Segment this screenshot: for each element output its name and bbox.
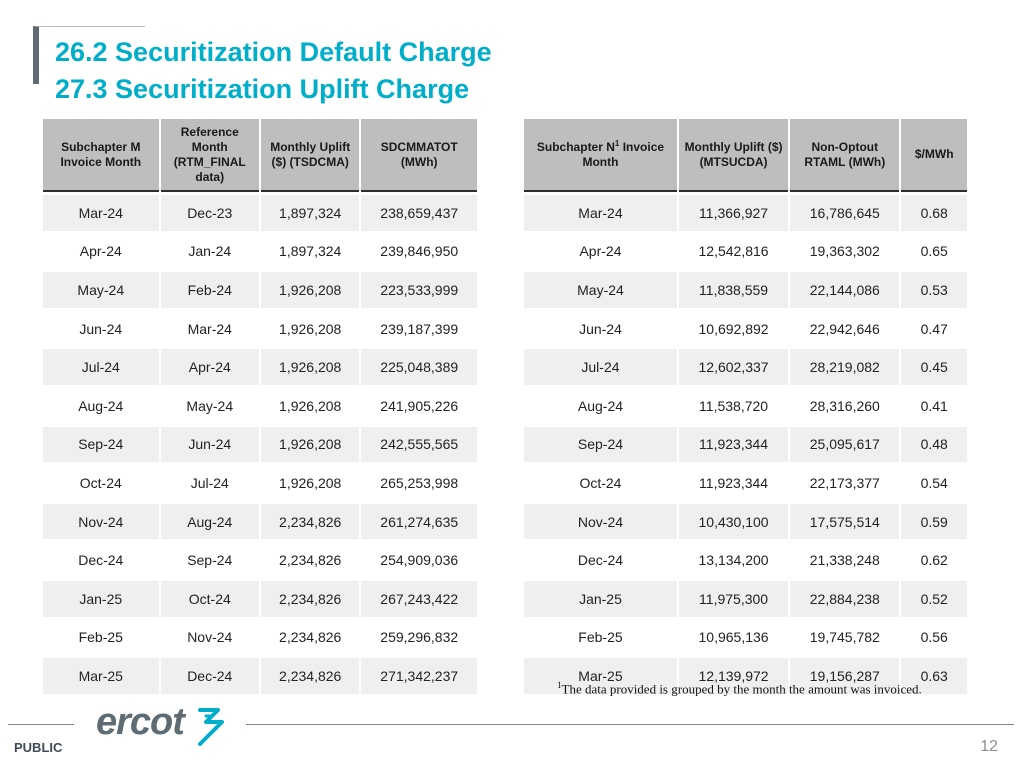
table-cell: 11,923,344 [679, 427, 788, 463]
table-row [524, 272, 967, 308]
table-cell: 239,846,950 [380, 243, 459, 260]
table-cell: 1,897,324 [261, 195, 359, 231]
table-cell: 2,234,826 [261, 581, 359, 617]
table-cell: Feb-25 [78, 629, 123, 646]
table-cell: May-24 [43, 272, 159, 308]
table-cell: 22,884,238 [790, 581, 899, 617]
table-cell: 239,187,399 [380, 320, 459, 337]
table-cell: 21,338,248 [809, 552, 880, 569]
table-row [43, 349, 477, 385]
table-cell: 16,786,645 [790, 195, 899, 231]
column-header [524, 119, 677, 192]
table-row [524, 311, 967, 347]
table-cell: 0.63 [901, 658, 967, 694]
table-cell: Nov-24 [187, 629, 233, 646]
table-cell: 11,975,300 [679, 581, 788, 617]
table-row [524, 581, 967, 617]
column-header: SDCMMATOT (MWh) [361, 119, 477, 192]
footer-divider-right [246, 724, 1014, 725]
footnote-marker: 1 [614, 138, 620, 148]
table-cell: 242,555,565 [361, 427, 477, 463]
table-cell: 0.48 [901, 427, 967, 463]
subchapter-n-table-body [524, 192, 967, 697]
table-cell: Sep-24 [187, 552, 233, 569]
column-header: Monthly Uplift ($) (TSDCMA) [261, 119, 359, 192]
table-cell: Nov-24 [524, 504, 677, 540]
table-cell: Oct-24 [79, 474, 122, 491]
table-header-row [43, 119, 477, 192]
table-cell: Dec-23 [161, 195, 259, 231]
table-cell: 11,838,559 [679, 272, 788, 308]
table-cell: Dec-24 [577, 552, 624, 569]
table-cell: 261,274,635 [361, 504, 477, 540]
table-cell: 22,144,086 [790, 272, 899, 308]
table-row [524, 427, 967, 463]
subchapter-m-table-body [43, 192, 477, 694]
table-cell: 11,538,720 [699, 397, 769, 414]
table-cell: Mar-25 [524, 658, 677, 694]
table-cell: Apr-24 [161, 349, 259, 385]
lightning-icon [200, 710, 222, 744]
table-cell: Aug-24 [577, 397, 624, 414]
table-cell: 0.56 [920, 629, 948, 646]
table-cell: 1,897,324 [279, 243, 342, 260]
table-row [524, 504, 967, 540]
table-cell: 2,234,826 [261, 658, 359, 694]
table-cell: 0.59 [901, 504, 967, 540]
footer-divider-left [8, 724, 74, 725]
table-cell: Jan-24 [188, 243, 232, 260]
table-cell: Jun-24 [579, 320, 622, 337]
table-row [43, 620, 477, 656]
table-row [43, 465, 477, 501]
table-cell: 0.41 [920, 397, 948, 414]
table-cell: 22,173,377 [809, 474, 880, 491]
table-cell: 10,692,892 [698, 320, 769, 337]
table-row [524, 620, 967, 656]
table-cell: Jul-24 [190, 474, 229, 491]
table-row [43, 581, 477, 617]
table-cell: 241,905,226 [380, 397, 459, 414]
table-cell: Apr-24 [79, 243, 122, 260]
table-cell: 225,048,389 [361, 349, 477, 385]
table-cell: 11,923,344 [699, 474, 769, 491]
table-row [43, 658, 477, 694]
table-cell: 10,430,100 [679, 504, 788, 540]
column-header-text: Invoice Month [582, 139, 665, 169]
table-cell: 22,942,646 [809, 320, 880, 337]
table-cell: 19,156,287 [790, 658, 899, 694]
table-cell: 10,965,136 [698, 629, 769, 646]
column-header: Subchapter M Invoice Month [43, 119, 159, 192]
table-cell: Jul-24 [43, 349, 159, 385]
table-cell: 1,926,208 [279, 320, 342, 337]
table-cell: Nov-24 [43, 504, 159, 540]
table-row [524, 465, 967, 501]
table-cell: 0.54 [920, 474, 948, 491]
footnote-marker: 1 [557, 680, 562, 690]
table-cell: Mar-24 [524, 195, 677, 231]
table-cell: 259,296,832 [380, 629, 459, 646]
title-line-2: 27.3 Securitization Uplift Charge [55, 74, 470, 104]
table-cell: 28,219,082 [790, 349, 899, 385]
table-cell: 0.52 [901, 581, 967, 617]
table-row [43, 195, 477, 231]
table-header-row [524, 119, 967, 192]
table-cell: Dec-24 [78, 552, 124, 569]
table-cell: 1,926,208 [261, 349, 359, 385]
table-row [43, 272, 477, 308]
table-cell: 1,926,208 [261, 272, 359, 308]
table-cell: 267,243,422 [361, 581, 477, 617]
table-cell: Oct-24 [161, 581, 259, 617]
table-cell: Dec-24 [161, 658, 259, 694]
table-cell: Sep-24 [524, 427, 677, 463]
table-row [43, 427, 477, 463]
column-header: Reference Month (RTM_FINAL data) [161, 119, 259, 192]
table-cell: 0.65 [920, 243, 948, 260]
table-cell: Feb-25 [578, 629, 623, 646]
table-cell: Jun-24 [79, 320, 123, 337]
table-cell: 25,095,617 [790, 427, 899, 463]
table-cell: Aug-24 [161, 504, 259, 540]
table-cell: 1,926,208 [279, 397, 342, 414]
classification-label: PUBLIC [14, 740, 63, 755]
table-cell: 2,234,826 [261, 504, 359, 540]
footnote [557, 680, 922, 697]
table-cell: 19,745,782 [809, 629, 880, 646]
table-cell: May-24 [524, 272, 677, 308]
table-cell: 0.68 [901, 195, 967, 231]
table-cell: 12,139,972 [679, 658, 788, 694]
table-row [524, 349, 967, 385]
table-row [524, 388, 967, 424]
column-header: Non-Optout RTAML (MWh) [790, 119, 899, 192]
table-cell: Mar-24 [187, 320, 232, 337]
table-cell: 0.62 [920, 552, 948, 569]
table-row [43, 542, 477, 578]
table-cell: 28,316,260 [809, 397, 880, 414]
table-row [524, 195, 967, 231]
table-cell: Mar-25 [43, 658, 159, 694]
table-row [43, 388, 477, 424]
table-cell: May-24 [186, 397, 234, 414]
table-cell: 13,134,200 [698, 552, 769, 569]
table-cell: Feb-24 [161, 272, 259, 308]
table-cell: 0.47 [920, 320, 948, 337]
table-cell: 17,575,514 [790, 504, 899, 540]
column-header: $/MWh [901, 119, 967, 192]
title-line-1: 26.2 Securitization Default Charge [55, 37, 492, 67]
page-title [55, 34, 492, 108]
table-cell: 1,926,208 [279, 474, 342, 491]
page-number: 12 [980, 738, 998, 755]
table-cell: Aug-24 [78, 397, 124, 414]
table-cell: 12,602,337 [679, 349, 788, 385]
table-cell: Jan-25 [524, 581, 677, 617]
table-cell: Oct-24 [579, 474, 622, 491]
subchapter-n-table [522, 119, 969, 697]
table-cell: 0.53 [901, 272, 967, 308]
table-row [524, 542, 967, 578]
table-cell: 254,909,036 [380, 552, 459, 569]
footnote-text: The data provided is grouped by the month the amount was invoiced. [561, 681, 922, 697]
table-row [43, 311, 477, 347]
table-cell: Apr-24 [579, 243, 622, 260]
table-cell: Jul-24 [524, 349, 677, 385]
ercot-logo [94, 698, 234, 750]
table-row [43, 234, 477, 270]
table-cell: Sep-24 [43, 427, 159, 463]
table-cell: Jun-24 [161, 427, 259, 463]
table-row [524, 234, 967, 270]
table-cell: 271,342,237 [361, 658, 477, 694]
table-cell: 238,659,437 [361, 195, 477, 231]
table-cell: 19,363,302 [809, 243, 880, 260]
table-cell: 2,234,826 [279, 629, 342, 646]
subchapter-m-table [41, 119, 479, 694]
table-cell: 11,366,927 [679, 195, 788, 231]
table-cell: 265,253,998 [380, 474, 459, 491]
table-cell: Mar-24 [43, 195, 159, 231]
column-header: Monthly Uplift ($) (MTSUCDA) [679, 119, 788, 192]
table-cell: 12,542,816 [698, 243, 769, 260]
table-cell: 223,533,999 [361, 272, 477, 308]
column-header-text: Subchapter N [536, 139, 615, 154]
table-row [43, 504, 477, 540]
logo-wordmark: ercot [96, 701, 184, 743]
table-cell: 1,926,208 [261, 427, 359, 463]
table-cell: Jan-25 [43, 581, 159, 617]
table-cell: 2,234,826 [279, 552, 342, 569]
table-cell: 0.45 [901, 349, 967, 385]
